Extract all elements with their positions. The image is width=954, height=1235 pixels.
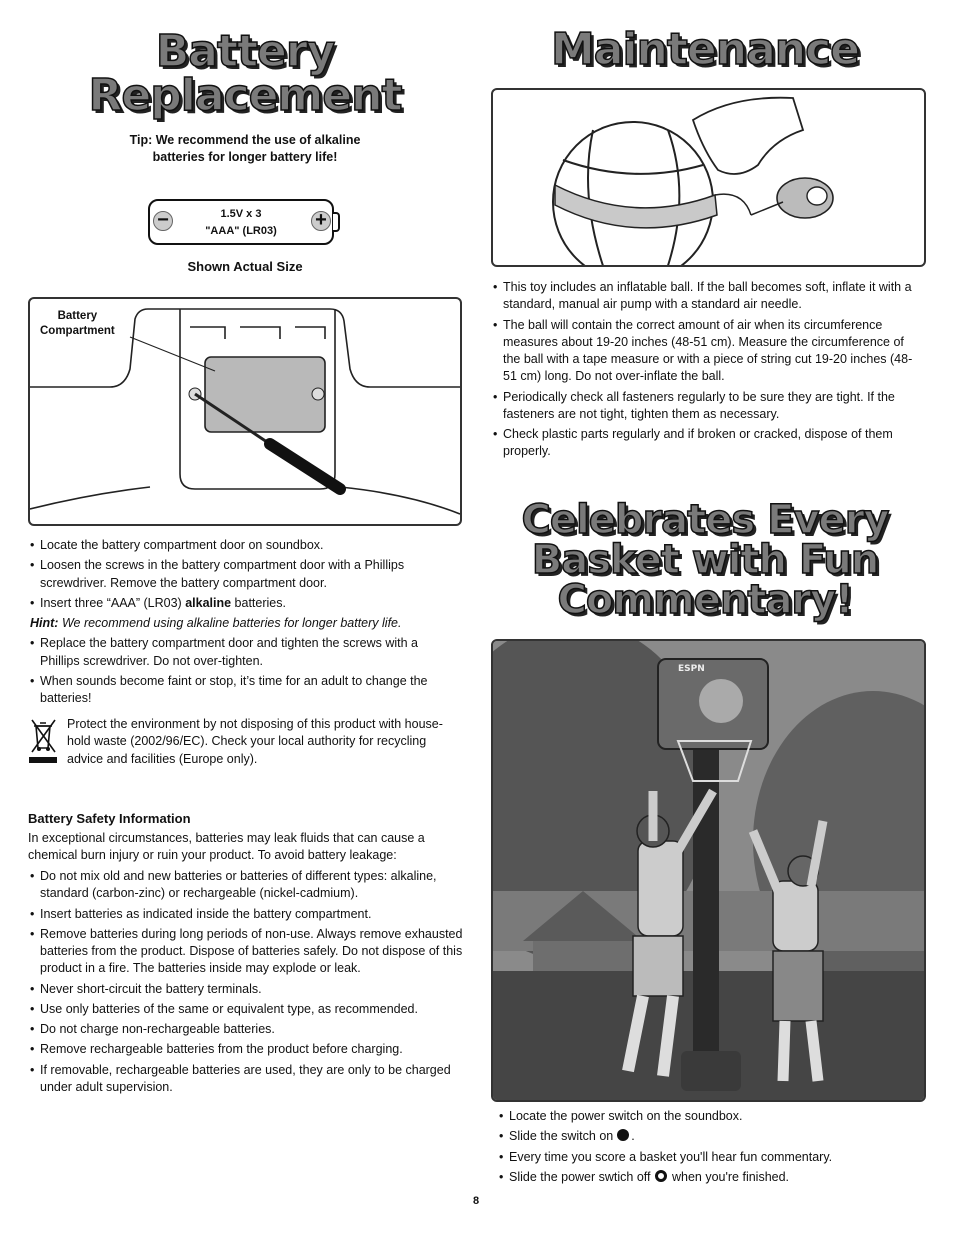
step2-suffix: . xyxy=(631,1129,635,1144)
celebrates-title-line3: Commentary! xyxy=(557,577,853,623)
tip-line2: batteries for longer battery life! xyxy=(152,150,338,165)
list-item: • The ball will contain the correct amount of air when its circumference measures about 19-20 inches (48-51 cm). Measure the circumference of the ball with a tape measure or with a piece of string cut 19-20 inches (48-51 cm) long. Do not over-inflate the ball. xyxy=(493,317,918,386)
list-item: • When sounds become faint or stop, it’s time for an adult to change the batteries! xyxy=(30,673,460,708)
step4-suffix: when you're finished. xyxy=(668,1169,790,1184)
callout-line1: Battery xyxy=(57,310,98,322)
insert-suffix: batteries. xyxy=(231,595,286,610)
list-item: • Never short-circuit the battery terminals. xyxy=(30,981,464,998)
battery-tip xyxy=(80,132,410,167)
list-item: • Insert batteries as indicated inside the battery compartment. xyxy=(30,906,464,923)
battery-illustration xyxy=(148,199,340,245)
battery-compartment-figure xyxy=(28,297,462,526)
shown-actual-size: Shown Actual Size xyxy=(187,259,303,274)
list-item xyxy=(499,1169,919,1186)
battery-compartment-callout xyxy=(40,309,115,339)
hint-item xyxy=(30,615,460,632)
celebrates-title-line2: Basket with Fun xyxy=(531,537,879,583)
weee-text: Protect the environment by not disposing of this product with house-hold waste (2002/96/EC). Check your local authority for recycling advice and facilities (Europe only). xyxy=(67,717,443,766)
list-item xyxy=(30,595,460,612)
step2-prefix: Slide the switch on xyxy=(509,1129,614,1144)
battery-steps-list xyxy=(30,537,460,710)
insert-prefix: Insert three “AAA” (LR03) xyxy=(40,595,186,610)
hoop-logo: ESPN xyxy=(678,664,705,674)
list-item: • Loosen the screws in the battery compartment door with a Phillips screwdriver. Remove the battery compartment door. xyxy=(30,557,460,592)
kids-basketball-photo xyxy=(491,639,926,1102)
page-number: 8 xyxy=(472,1195,480,1207)
battery-title-line2: Replacement xyxy=(88,70,402,121)
filled-circle-icon xyxy=(617,1129,629,1141)
list-item: • Locate the battery compartment door on soundbox. xyxy=(30,537,460,554)
open-circle-icon xyxy=(655,1170,667,1182)
safety-title: Battery Safety Information xyxy=(28,811,191,826)
list-item: • Check plastic parts regularly and if broken or cracked, dispose of them properly. xyxy=(493,426,918,461)
list-item: • This toy includes an inflatable ball. If the ball becomes soft, inflate it with a standard, manual air pump with a standard air needle. xyxy=(493,279,918,314)
safety-intro: In exceptional circumstances, batteries may leak fluids that can cause a chemical burn injury or ruin your product. To avoid battery leakage: xyxy=(28,831,425,863)
battery-label-line1: 1.5V x 3 xyxy=(220,208,262,220)
battery-terminal xyxy=(333,212,340,232)
battery-title-line1: Battery xyxy=(155,26,335,77)
ball-measure-figure xyxy=(491,88,926,267)
maintenance-list xyxy=(493,279,918,464)
celebrates-title-line1: Celebrates Every xyxy=(521,497,889,543)
list-item: • Remove rechargeable batteries from the product before charging. xyxy=(30,1041,464,1058)
ball-tape-illustration xyxy=(493,90,924,265)
list-item: • Every time you score a basket you'll hear fun commentary. xyxy=(499,1149,919,1166)
safety-list xyxy=(30,868,464,1099)
celebrates-title xyxy=(500,497,910,623)
power-steps-list xyxy=(499,1108,919,1189)
list-item xyxy=(499,1128,919,1145)
battery-label-line2: "AAA" (LR03) xyxy=(205,224,277,237)
list-item: • Do not charge non-rechargeable batteries. xyxy=(30,1021,464,1038)
callout-line2: Compartment xyxy=(40,324,115,337)
insert-bold: alkaline xyxy=(185,595,232,610)
maintenance-title: Maintenance xyxy=(550,24,860,75)
step4-prefix: Slide the power swtich off xyxy=(509,1169,651,1184)
list-item: • Use only batteries of the same or equivalent type, as recommended. xyxy=(30,1001,464,1018)
hint-label: Hint: xyxy=(30,616,59,630)
list-item: • Do not mix old and new batteries or batteries of different types: alkaline, standard (carbon-zinc) or rechargeable (nickel-cadmium). xyxy=(30,868,464,903)
crossed-bin-icon xyxy=(28,716,58,764)
photo-scene xyxy=(493,641,924,1100)
tip-line1: Tip: We recommend the use of alkaline xyxy=(129,133,361,147)
battery-replacement-title xyxy=(40,26,450,121)
battery-label xyxy=(188,206,294,239)
hint-text: We recommend using alkaline batteries for longer battery life. xyxy=(58,616,402,630)
plus-icon: + xyxy=(311,211,331,231)
list-item: • Replace the battery compartment door and tighten the screws with a Phillips screwdriver. Do not over-tighten. xyxy=(30,635,460,670)
list-item: • Locate the power switch on the soundbox. xyxy=(499,1108,919,1125)
list-item: • Periodically check all fasteners regularly to be sure they are tight. If the fasteners are not tight, tighten them as necessary. xyxy=(493,389,918,424)
minus-icon: − xyxy=(153,211,173,231)
list-item: • Remove batteries during long periods of non-use. Always remove exhausted batteries from the product. Dispose of batteries safely. Do not dispose of this product in a fire. The batteries inside may explode or leak. xyxy=(30,926,464,978)
list-item: • If removable, rechargeable batteries are used, they are only to be charged under adult supervision. xyxy=(30,1062,464,1097)
